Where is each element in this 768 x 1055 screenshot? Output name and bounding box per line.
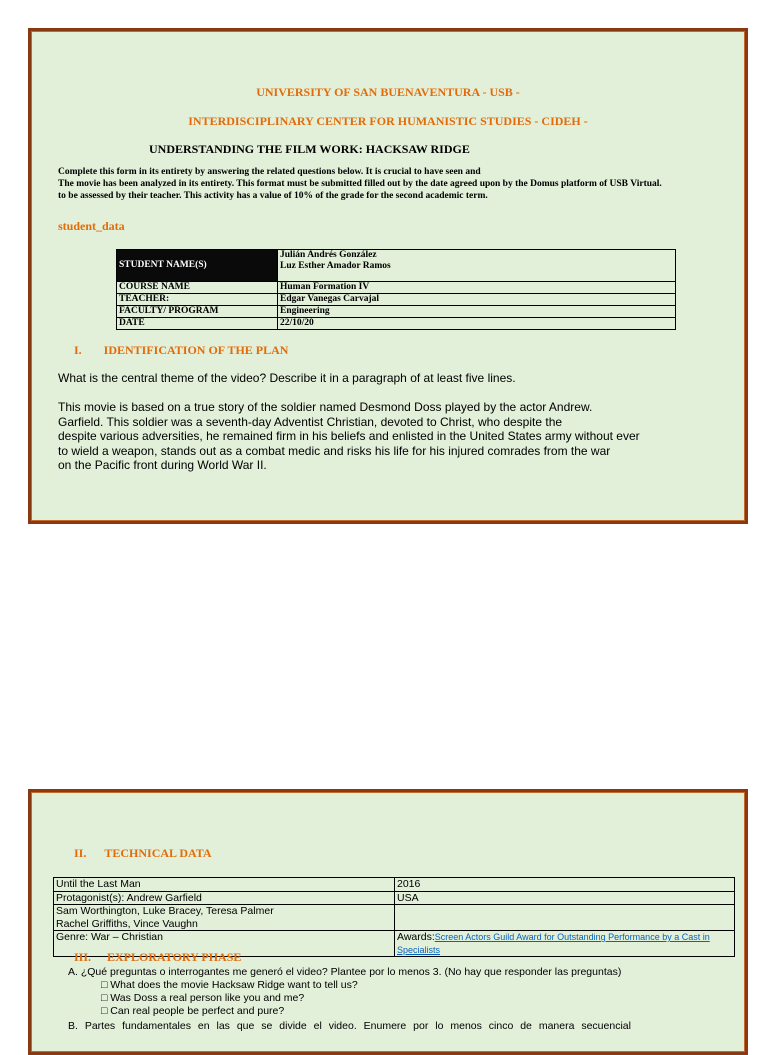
genre: Genre: War – Christian — [54, 931, 395, 957]
bullet-text: What does the movie Hacksaw Ridge want to tell us? — [110, 979, 358, 991]
awards-link[interactable]: Screen Actors Guild Award for Outstanding Performance by a Cast in Specialists — [397, 932, 710, 955]
awards-cell — [395, 931, 735, 957]
answer-line: This movie is based on a true story of the soldier named Desmond Doss played by the actor Andrew. — [58, 400, 593, 414]
faculty-value: Engineering — [278, 306, 676, 318]
university-heading: UNIVERSITY OF SAN BUENAVENTURA - USB - — [256, 85, 520, 99]
bullet-text: Can real people be perfect and pure? — [110, 1005, 285, 1017]
section-title: TECHNICAL DATA — [104, 846, 212, 860]
section-2-heading — [74, 846, 212, 861]
bullet-text: Was Doss a real person like you and me? — [110, 992, 305, 1004]
page-1 — [28, 28, 748, 524]
teacher-value: Edgar Vanegas Carvajal — [278, 294, 676, 306]
bullet-item: □ What does the movie Hacksaw Ridge want to tell us? — [101, 979, 358, 991]
awards-label: Awards: — [397, 931, 435, 943]
section-1-heading — [74, 343, 288, 358]
student-name: Luz Esther Amador Ramos — [280, 261, 391, 271]
section-number: II. — [74, 846, 87, 860]
question-b: B. Partes fundamentales en las que se divide el video. Enumere por lo menos cinco de manera secuencial — [68, 1020, 631, 1032]
student-name: Julián Andrés González — [280, 250, 377, 260]
student-name-label: STUDENT NAME(S) — [117, 250, 278, 282]
section-number: III. — [74, 950, 92, 964]
empty-cell — [395, 905, 735, 931]
bullet-item: □ Was Doss a real person like you and me? — [101, 992, 305, 1004]
date-label: DATE — [117, 318, 278, 330]
document-title: UNDERSTANDING THE FILM WORK: HACKSAW RIDGE — [149, 142, 470, 156]
student-names — [278, 250, 676, 282]
year: 2016 — [395, 878, 735, 892]
question-a: A. ¿Qué preguntas o interrogantes me generó el video? Plantee por lo menos 3. (No hay que responder las preguntas) — [68, 966, 622, 978]
section-3-heading — [74, 950, 241, 965]
instructions — [58, 166, 662, 202]
instruction-line: to be assessed by their teacher. This activity has a value of 10% of the grade for the second academic term. — [58, 191, 488, 201]
technical-data-table — [53, 877, 735, 957]
answer-line: on the Pacific front during World War II. — [58, 458, 267, 472]
cast: Sam Worthington, Luke Bracey, Teresa Palmer Rachel Griffiths, Vince Vaughn — [54, 905, 395, 931]
country: USA — [395, 891, 735, 905]
question-a-bullets — [101, 979, 358, 1018]
page-2 — [28, 789, 748, 1055]
bullet-item: □ Can real people be perfect and pure? — [101, 1005, 285, 1017]
date-value: 22/10/20 — [278, 318, 676, 330]
faculty-label: FACULTY/ PROGRAM — [117, 306, 278, 318]
instruction-line: Complete this form in its entirety by answering the related questions below. It is crucial to have seen and — [58, 167, 481, 177]
section-1-question: What is the central theme of the video? Describe it in a paragraph of at least five lines. — [58, 371, 516, 385]
section-title: EXPLORATORY PHASE — [107, 950, 242, 964]
teacher-label: TEACHER: — [117, 294, 278, 306]
answer-line: to wield a weapon, stands out as a combat medic and risks his life for his injured comrades from the war — [58, 443, 611, 458]
section-1-answer — [58, 400, 640, 473]
original-title: Until the Last Man — [54, 878, 395, 892]
section-title: IDENTIFICATION OF THE PLAN — [103, 343, 289, 357]
course-value: Human Formation IV — [278, 282, 676, 294]
protagonist: Protagonist(s): Andrew Garfield — [54, 891, 395, 905]
answer-line: despite various adversities, he remained firm in his beliefs and enlisted in the United States army without ever — [58, 429, 640, 443]
answer-line: Garfield. This soldier was a seventh-day Adventist Christian, devoted to Christ, who despite the — [58, 414, 563, 429]
course-label: COURSE NAME — [117, 282, 278, 294]
center-heading: INTERDISCIPLINARY CENTER FOR HUMANISTIC STUDIES - CIDEH - — [188, 114, 588, 128]
instruction-line: The movie has been analyzed in its entirety. This format must be submitted filled out by the date agreed upon by the Domus platform of USB Virtual. — [58, 179, 662, 189]
student-data-heading: student_data — [58, 219, 125, 233]
section-number: I. — [74, 343, 82, 357]
student-data-table — [116, 249, 676, 330]
